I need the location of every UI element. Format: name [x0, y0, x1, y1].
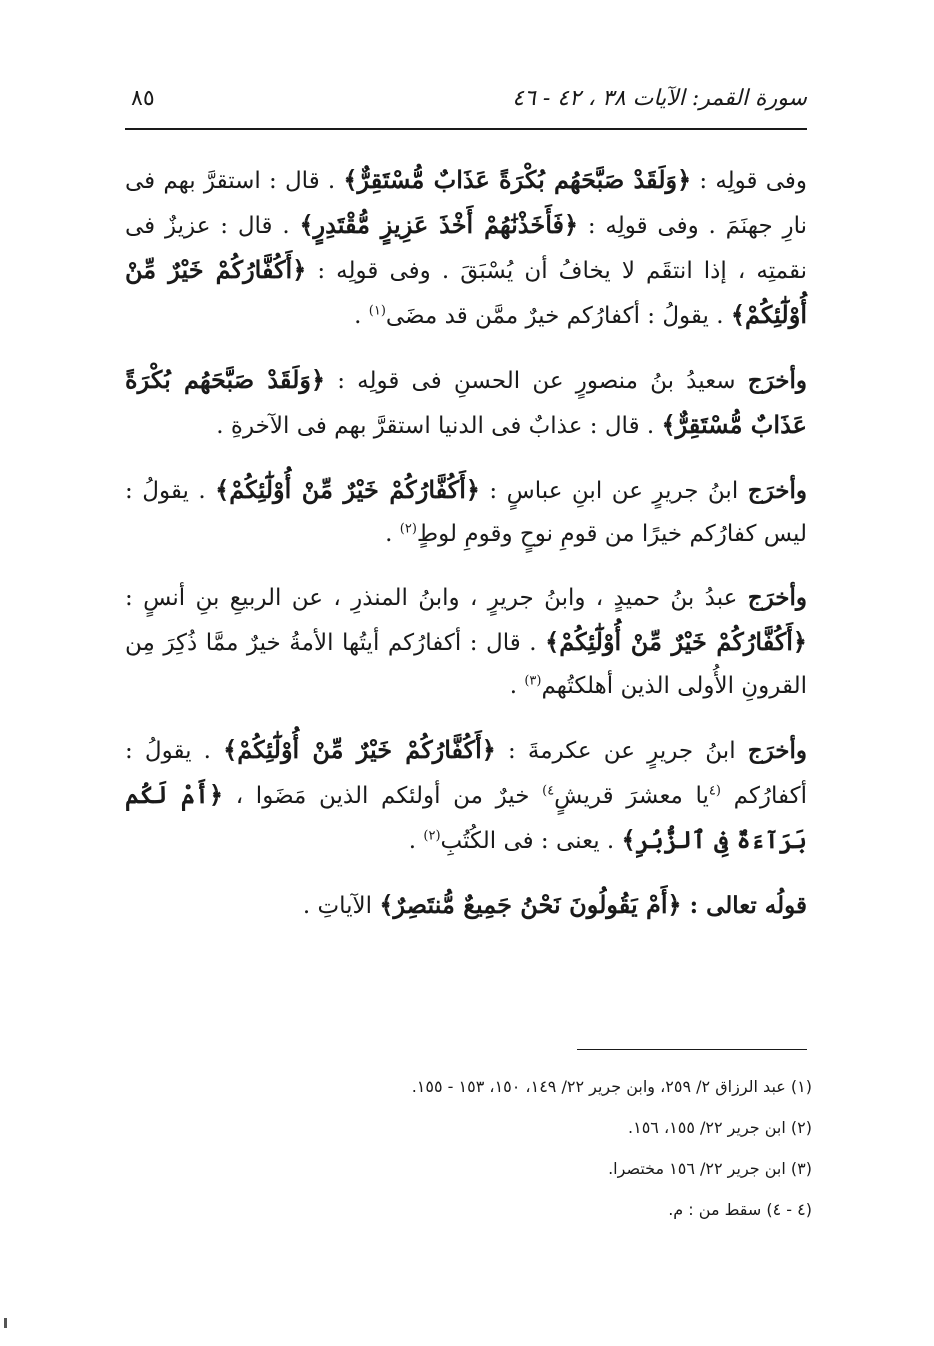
paragraph-4-text-2: . قال : أكفارُكم أيتُها الأمةُ خيرٌ ممَّا ذُكِرَ مِن القرونِ الأُولى الذين أهلكتُهم — [125, 630, 807, 699]
running-header — [125, 80, 807, 124]
paragraph-lead: وأخرَج — [747, 477, 807, 504]
paragraph-1 — [125, 158, 807, 338]
footnote-marker: ٤) — [542, 783, 555, 799]
paragraph-5-text-1: ابنُ جريرٍ عن عكرمةَ : — [495, 738, 748, 764]
paragraph-end: . — [385, 521, 400, 547]
header-divider — [125, 128, 807, 130]
closing-paragraph — [125, 883, 807, 928]
footnote-item: (١) عبد الرزاق ٢/ ٢٥٩، وابن جرير ٢٢/ ١٤٩، ١٥٠، ١٥٣ - ١٥٥. — [411, 1077, 812, 1096]
paragraph-4-text-1: عبدُ بنُ حميدٍ ، وابنُ جريرٍ ، وابنُ المنذرِ ، عن الربيعِ بنِ أنسٍ : — [125, 585, 748, 611]
quran-verse: ﴿أَكُفَّارُكُمْ خَيْرٌ مِّنْ أُوْلَٰٓئِكُمْ﴾ — [223, 735, 496, 764]
paragraph-5-text-5: . يعنى : فى الكُتُبِ — [440, 828, 622, 854]
paragraph-2-text-2: . قال : عذابٌ فى الدنيا استقرَّ بهم فى الآخرةِ . — [216, 413, 662, 439]
quran-verse: ﴿أَمْ لَكُم بَرَآءَةٌ فِى ٱلزُّبُرِ﴾ — [125, 780, 807, 854]
paragraph-1-text-4: . يقولُ : أكفارُكم خيرٌ ممَّن قد مضَى — [385, 303, 731, 329]
quran-verse: ﴿أَكُفَّارُكُمْ خَيْرٌ مِّنْ أُوْلَٰٓئِكُمْ﴾ — [545, 627, 807, 656]
paragraph-5-text-3: يا معشرَ قريشٍ — [554, 783, 709, 809]
quran-verse: ﴿فَأَخَذْنَٰهُمْ أَخْذَ عَزِيزٍ مُّقْتَدِرٍ﴾ — [299, 210, 579, 239]
main-text — [125, 158, 807, 948]
paragraph-1-text-3: . قال : عزيزٌ فى نقمتِه ، إذا انتقَم لا يخافُ أن يُسْبَقَ . وفى قولِه : — [125, 213, 807, 284]
scan-margin-mark — [4, 1318, 7, 1328]
paragraph-end: . — [408, 828, 424, 854]
header-title: سورة القمر: الآيات ٣٨ ، ٤٢ - ٤٦ — [512, 86, 807, 111]
paragraph-lead: وأخرَج — [747, 584, 807, 611]
quran-verse: ﴿أَكُفَّارُكُمْ خَيْرٌ مِّنْ أُوْلَٰٓئِكُمْ﴾ — [215, 475, 480, 504]
closing-tail: الآياتِ . — [302, 893, 380, 919]
footnote-marker: (٢) — [399, 521, 417, 537]
page-number: ٨٥ — [131, 86, 155, 111]
quran-verse: ﴿أَكُفَّارُكُمْ خَيْرٌ مِّنْ أُوْلَٰٓئِكُمْ﴾ — [125, 255, 807, 329]
quran-verse: ﴿وَلَقَدْ صَبَّحَهُم بُكْرَةً عَذَابٌ مُّسْتَقِرٌّ﴾ — [125, 365, 807, 439]
paragraph-3-text-2: . يقولُ : ليس كفارُكم خيرًا من قومِ نوحٍ وقومِ لوطٍ — [125, 478, 807, 547]
quran-verse: ﴿أَمْ يَقُولُونَ نَحْنُ جَمِيعٌ مُّنتَصِرٌ﴾ — [379, 890, 682, 919]
footnotes — [200, 1066, 812, 1230]
footnote-item: (٤ - ٤) سقط من : م. — [668, 1200, 812, 1219]
footnote-divider — [577, 1049, 807, 1050]
paragraph-2-text-1: سعيدُ بنُ منصورٍ عن الحسنِ فى قولِه : — [325, 368, 748, 394]
paragraph-5-text-2: . يقولُ : أكفارُكم — [125, 738, 807, 809]
quran-verse: ﴿وَلَقَدْ صَبَّحَهُم بُكْرَةً عَذَابٌ مُّسْتَقِرٌّ﴾ — [343, 165, 692, 194]
paragraph-4 — [125, 576, 807, 708]
footnote-marker: (٣) — [524, 673, 542, 689]
paragraph-3-text-1: ابنُ جريرٍ عن ابنِ عباسٍ : — [479, 478, 748, 504]
paragraph-2 — [125, 358, 807, 448]
paragraph-5 — [125, 728, 807, 863]
paragraph-lead: وأخرَج — [747, 737, 807, 764]
footnote-marker: (٤ — [708, 783, 721, 799]
paragraph-end: . — [509, 673, 525, 699]
paragraph-end: . — [354, 303, 369, 329]
footnote-marker: (١) — [368, 303, 386, 319]
closing-lead: قولُه تعالى : — [681, 892, 807, 919]
paragraph-lead: وأخرَج — [747, 367, 808, 394]
paragraph-3 — [125, 468, 807, 556]
footnote-item: (٣) ابن جرير ٢٢/ ١٥٦ مختصرا. — [608, 1159, 812, 1178]
paragraph-5-text-4: خيرٌ من أولئكم الذين مَضَوا ، — [223, 783, 543, 809]
footnote-item: (٢) ابن جرير ٢٢/ ١٥٥، ١٥٦. — [628, 1118, 812, 1137]
paragraph-1-text-2: . قال : استقرَّ بهم فى نارِ جهنَمَ . وفى قولِه : — [125, 168, 807, 239]
paragraph-1-text-1: وفى قولِه : — [691, 168, 808, 194]
footnote-marker: (٢) — [423, 828, 441, 844]
